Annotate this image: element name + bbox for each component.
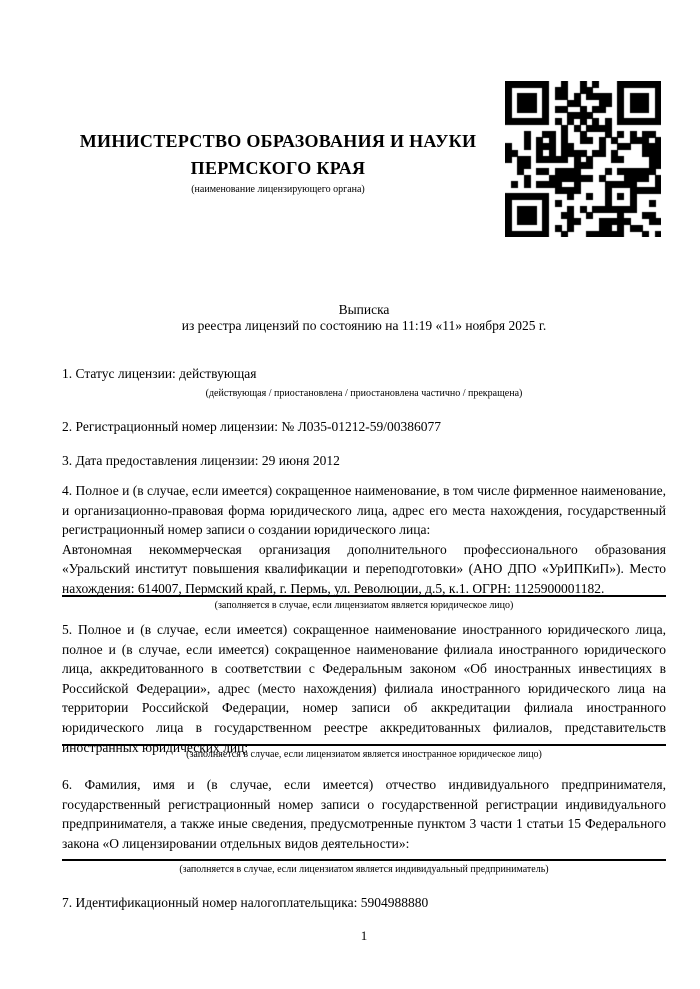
legal-entity-label: 4. Полное и (в случае, если имеется) сокращенное наименование, в том числе фирменное наименование, и организационно-правовая форма юридического лица, адрес его места нахождения, государственный регистрационный номер записи о создании юридического лица: — [62, 483, 666, 538]
legal-entity-fill-rule — [62, 595, 666, 597]
qr-code-icon — [505, 81, 661, 237]
grant-date-item: 3. Дата предоставления лицензии: 29 июня 2012 — [62, 453, 340, 468]
entrepreneur-item — [62, 775, 666, 853]
legal-entity-item — [62, 481, 666, 599]
registration-number-item: 2. Регистрационный номер лицензии: № Л035-01212-59/00386077 — [62, 419, 442, 434]
taxpayer-number-item: 7. Идентификационный номер налогоплательщика: 5904988880 — [62, 895, 429, 910]
legal-entity-caption: (заполняется в случае, если лицензиатом является юридическое лицо) — [214, 600, 514, 611]
authority-name-caption: (наименование лицензирующего органа) — [191, 184, 365, 195]
entrepreneur-fill-rule — [62, 859, 666, 861]
entrepreneur-label: 6. Фамилия, имя и (в случае, если имеется) отчество индивидуального предпринимателя, государственный регистрационный номер записи о государственной регистрации индивидуального предпринимателя, а также иные сведения, предусмотренные пунктом 3 части 1 статьи 15 Федерального закона «О лицензировании отдельных видов деятельности»: — [62, 777, 666, 851]
foreign-entity-label: 5. Полное и (в случае, если имеется) сокращенное наименование иностранного юридического лица, полное и (в случае, если имеется) сокращенное наименование филиала иностранного юридического лица, аккредитованного в соответствии с Федеральным законом «Об иностранных инвестициях в Российской Федерации», адрес (место нахождения) филиала иностранного юридического лица на территории Российской Федерации, номер записи об аккредитации филиала иностранного юридического лица в государственном реестре аккредитованных филиалов, представительств иностранных юридических лиц: — [62, 622, 666, 755]
extract-title-block — [62, 302, 666, 334]
foreign-entity-item — [62, 620, 666, 757]
legal-entity-value: Автономная некоммерческая организация дополнительного профессионального образования «Уральский институт повышения квалификации и переподготовки» (АНО ДПО «УрИПКиП»). Место нахождения: 614007, Пермский край, г. Пермь, ул. Революции, д.5, к.1. ОГРН: 1125900001182. — [62, 541, 666, 596]
ministry-name-line1: МИНИСТЕРСТВО ОБРАЗОВАНИЯ И НАУКИ — [79, 131, 477, 151]
license-status-options-caption: (действующая / приостановлена / приостановлена частично / прекращена) — [205, 388, 523, 399]
licensing-authority-header — [62, 128, 494, 195]
entrepreneur-caption: (заполняется в случае, если лицензиатом является индивидуальный предприниматель) — [179, 864, 549, 875]
license-status-item: 1. Статус лицензии: действующая — [62, 366, 257, 381]
extract-date-line: из реестра лицензий по состоянию на 11:19 «11» ноября 2025 г. — [181, 318, 547, 333]
ministry-name-line2: ПЕРМСКОГО КРАЯ — [190, 158, 366, 178]
foreign-entity-fill-rule — [62, 744, 666, 746]
foreign-entity-caption: (заполняется в случае, если лицензиатом является иностранное юридическое лицо) — [186, 749, 542, 760]
extract-title: Выписка — [338, 302, 390, 317]
page-number: 1 — [360, 928, 368, 943]
